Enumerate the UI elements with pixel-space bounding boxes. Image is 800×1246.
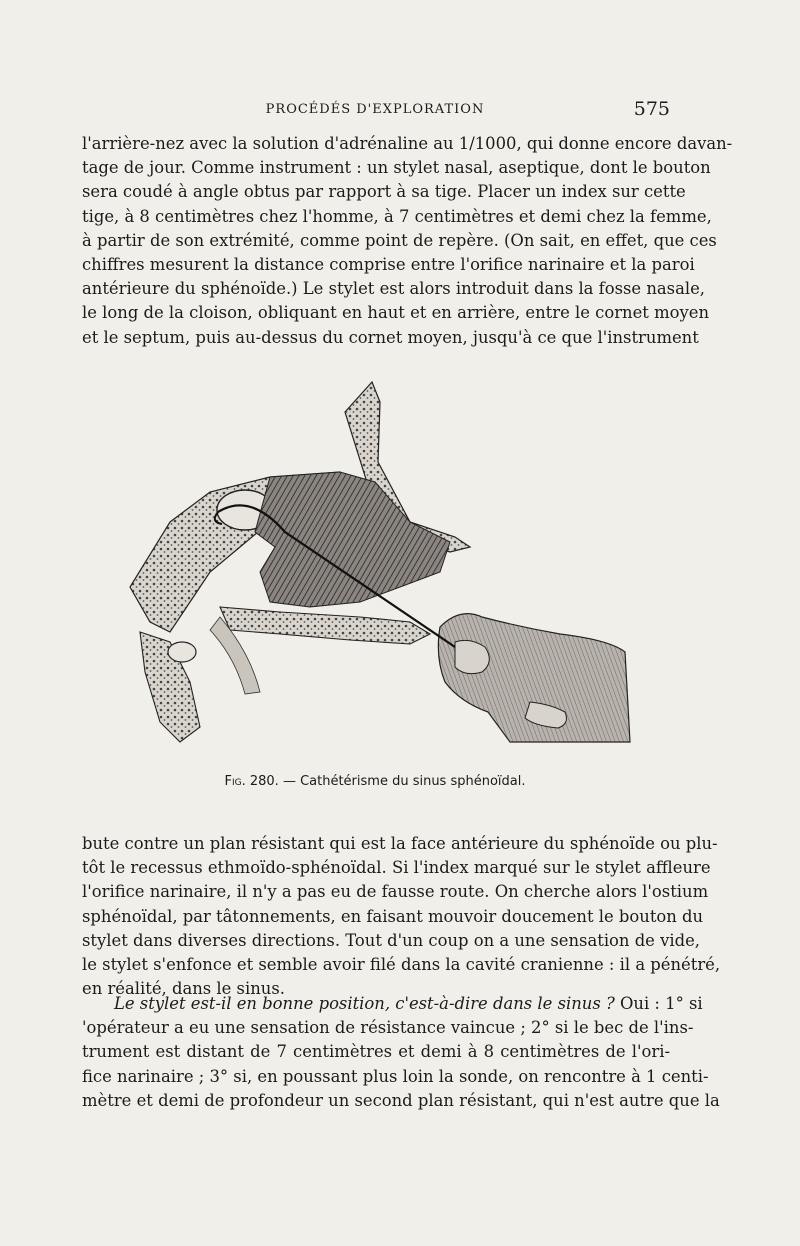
figure-caption-text: — Cathétérisme du sinus sphénoïdal.: [278, 774, 526, 789]
text-line: 'opérateur a eu une sensation de résistance vaincue ; 2° si le bec de l'ins-: [82, 1018, 694, 1038]
text-line: stylet dans diverses directions. Tout d'un coup on a une sensation de vide,: [82, 930, 701, 950]
running-header: [80, 98, 670, 122]
text-line: mètre et demi de profondeur un second plan résistant, qui n'est autre que la: [82, 1090, 720, 1110]
sphenoid-catheter-drawing: [110, 372, 650, 757]
text-line: et le septum, puis au-dessus du cornet moyen, jusqu'à ce que l'instrument: [82, 327, 699, 347]
italic-question: Le stylet est-il en bonne position, c'est-à-dire dans le sinus ?: [114, 994, 615, 1013]
palate: [220, 607, 430, 644]
text-line: antérieure du sphénoïde.) Le stylet est alors introduit dans la fosse nasale,: [82, 279, 705, 299]
text-line: l'orifice narinaire, il n'y a pas eu de fausse route. On cherche alors l'ostium: [82, 882, 709, 902]
text-line: tige, à 8 centimètres chez l'homme, à 7 centimètres et demi chez la femme,: [82, 206, 712, 226]
running-title: PROCÉDÉS D'EXPLORATION: [265, 102, 485, 117]
page-number: 575: [633, 98, 670, 120]
text-line: fice narinaire ; 3° si, en poussant plus loin la sonde, on rencontre à 1 centi-: [82, 1066, 709, 1086]
paragraph-3: [82, 992, 720, 1113]
atlas-ring: [168, 642, 196, 662]
text-line: [82, 992, 703, 1016]
text-line: tôt le recessus ethmoïdo-sphénoïdal. Si l'index marqué sur le stylet affleure: [82, 858, 711, 878]
figure-caption: [80, 774, 670, 789]
text-line: le long de la cloison, obliquant en haut et en arrière, entre le cornet moyen: [82, 303, 710, 323]
text-line: l'arrière-nez avec la solution d'adrénaline au 1/1000, qui donne encore davan-: [82, 134, 733, 153]
text-line: chiffres mesurent la distance comprise entre l'orifice narinaire et la paroi: [82, 255, 695, 275]
text-line: sera coudé à angle obtus par rapport à sa tige. Placer un index sur cette: [82, 182, 686, 202]
paragraph-1: [82, 132, 733, 350]
first-line-rest: Oui : 1° si: [614, 994, 703, 1013]
nasal-cavity: [255, 472, 450, 607]
text-line: bute contre un plan résistant qui est la face antérieure du sphénoïde ou plu-: [82, 834, 718, 853]
anatomical-illustration: [110, 372, 650, 757]
text-line: le stylet s'enfonce et semble avoir filé dans la cavité cranienne : il a pénétré,: [82, 955, 721, 975]
figure-label: Fig. 280.: [224, 774, 279, 789]
paragraph-2: [82, 832, 721, 1001]
text-line: trument est distant de 7 centimètres et demi à 8 centimètres de l'ori-: [82, 1042, 670, 1062]
text-line: en réalité, dans le sinus.: [82, 979, 285, 999]
text-line: tage de jour. Comme instrument : un stylet nasal, aseptique, dont le bouton: [82, 158, 711, 178]
text-line: sphénoïdal, par tâtonnements, en faisant mouvoir doucement le bouton du: [82, 906, 704, 926]
text-line: à partir de son extrémité, comme point de repère. (On sait, en effet, que ces: [82, 230, 717, 250]
